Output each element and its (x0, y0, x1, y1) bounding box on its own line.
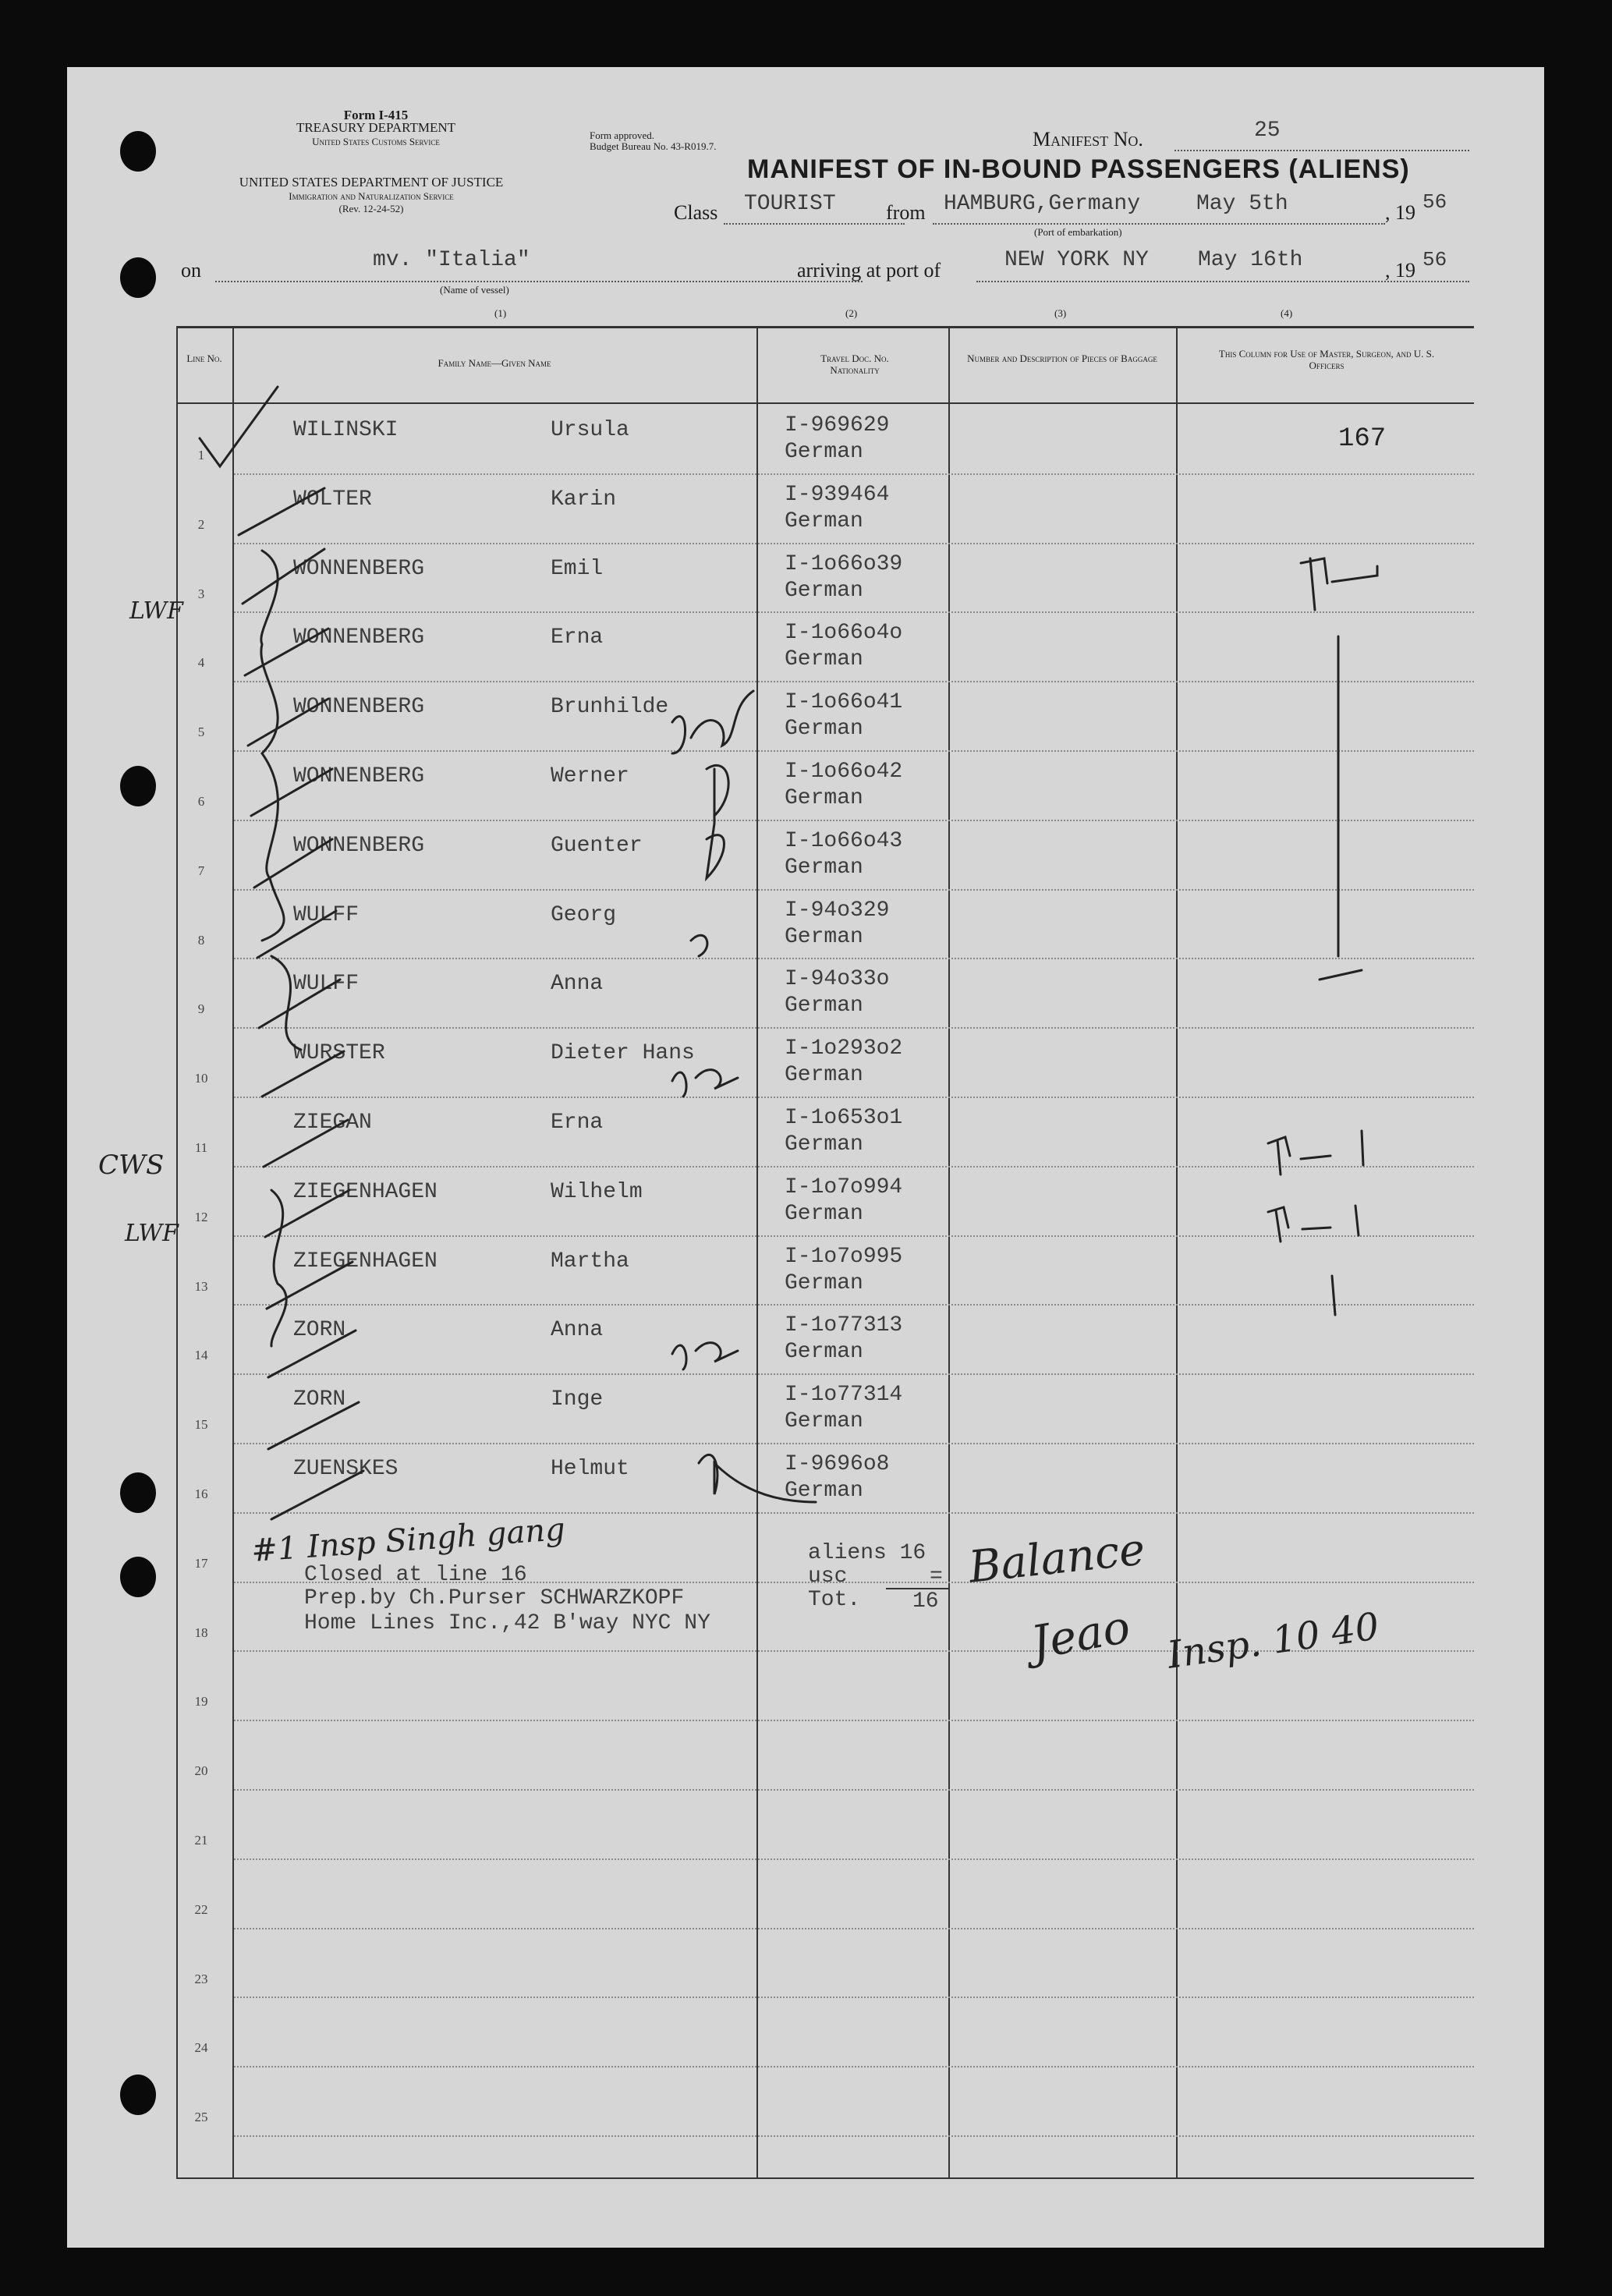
travel-doc-number: I-1o293o2 (785, 1036, 903, 1061)
justice-dept: UNITED STATES DEPARTMENT OF JUSTICE (239, 175, 504, 190)
nationality: German (785, 1270, 863, 1295)
table-header-border (176, 402, 1474, 404)
usc-label: usc (808, 1564, 848, 1589)
from-label: from (886, 201, 926, 224)
travel-doc-number: I-1o7o994 (785, 1175, 903, 1199)
row-separator (234, 1097, 1474, 1098)
form-approved: Form approved. (590, 129, 655, 141)
given-name: Werner (551, 764, 629, 788)
col-num-3: (3) (1054, 307, 1067, 319)
line-col-border (232, 326, 234, 2177)
travel-doc-number: I-1o66o39 (785, 551, 903, 576)
family-name: ZIEGAN (293, 1111, 372, 1135)
company: Home Lines Inc.,42 B'way NYC NY (304, 1611, 710, 1635)
row-separator (234, 1027, 1474, 1029)
handwritten-balance: Balance (966, 1524, 1148, 1593)
given-name: Erna (551, 625, 604, 650)
travel-doc-number: I-1o66o4o (785, 621, 903, 646)
nationality: German (785, 924, 863, 949)
header-name: Family Name—Given Name (438, 357, 551, 369)
row-separator (234, 1235, 1474, 1237)
line-number: 15 (194, 1417, 208, 1433)
given-name: Dieter Hans (551, 1041, 695, 1066)
line-number: 3 (197, 586, 205, 601)
binder-hole (120, 2075, 156, 2115)
handwritten-checkmarks (67, 67, 1544, 2248)
line-number: 24 (194, 2040, 208, 2056)
revision: (Rev. 12-24-52) (338, 203, 404, 214)
ins-service: Immigration and Naturalization Service (289, 190, 454, 202)
binder-hole (120, 766, 156, 806)
row-separator (234, 1997, 1474, 1998)
family-name: ZIEGENHAGEN (293, 1249, 438, 1274)
line-number: 7 (197, 863, 205, 878)
handwritten-inspector: Insp. 10 40 (1164, 1604, 1382, 1678)
officer-note: 167 (1338, 424, 1387, 454)
row-separator (234, 473, 1474, 475)
margin-note-lwf: LWF (125, 1220, 179, 1247)
line-number: 4 (197, 655, 205, 671)
form-number: Form I-415 (343, 108, 409, 122)
nationality: German (785, 1340, 863, 1365)
manifest-number: 25 (1254, 119, 1281, 143)
row-separator (234, 543, 1474, 544)
line-number: 17 (194, 1555, 208, 1571)
header-doc: Travel Doc. No. Nationality (820, 353, 889, 376)
given-name: Emil (551, 556, 604, 581)
customs-service: United States Customs Service (312, 136, 440, 147)
nationality: German (785, 1409, 863, 1434)
given-name: Wilhelm (551, 1179, 643, 1204)
nationality: German (785, 1201, 863, 1226)
travel-doc-number: I-1o77313 (785, 1313, 903, 1338)
year-prefix-1: , 19 (1385, 201, 1415, 224)
line-number: 6 (197, 794, 205, 809)
class-label: Class (674, 201, 718, 224)
year-prefix-2: , 19 (1385, 259, 1415, 282)
departure-year: 56 (1422, 190, 1447, 214)
travel-doc-number: I-9696o8 (785, 1452, 890, 1476)
col-num-2: (2) (845, 307, 858, 319)
on-label: on (181, 259, 201, 282)
family-name: WOLTER (293, 487, 372, 512)
given-name: Anna (551, 972, 604, 997)
line-number: 22 (194, 1901, 208, 1917)
line-number: 19 (194, 1694, 208, 1710)
binder-hole (120, 131, 156, 172)
family-name: WULFF (293, 902, 360, 927)
line-number: 23 (194, 1971, 208, 1986)
line-number: 10 (194, 1071, 208, 1086)
family-name: WONNENBERG (293, 625, 425, 650)
header-officers: This Column for Use of Master, Surgeon, and U. S. Officers (1218, 348, 1435, 371)
nationality: German (785, 440, 863, 464)
row-separator (234, 1720, 1474, 1721)
total-value: 16 (912, 1589, 939, 1614)
family-name: WONNENBERG (293, 833, 425, 858)
departure-date: May 5th (1196, 192, 1288, 216)
binder-hole (120, 257, 156, 298)
col-num-4: (4) (1281, 307, 1293, 319)
line-number: 18 (194, 1625, 208, 1640)
closed-at-line: Closed at line 16 (304, 1563, 527, 1587)
given-name: Martha (551, 1249, 629, 1274)
row-separator (234, 1166, 1474, 1167)
travel-doc-number: I-1o66o42 (785, 760, 903, 784)
travel-doc-number: I-94o33o (785, 967, 890, 992)
line-number: 2 (197, 516, 205, 532)
manifest-no-label: Manifest No. (1033, 128, 1143, 151)
nationality: German (785, 508, 863, 533)
travel-doc-number: I-94o329 (785, 898, 890, 923)
travel-doc-number: I-939464 (785, 482, 890, 507)
aliens-count: aliens 16 (808, 1541, 926, 1565)
given-name: Georg (551, 902, 617, 927)
family-name: ZIEGENHAGEN (293, 1179, 438, 1204)
margin-note-lwf: LWF (129, 597, 183, 625)
usc-value: = (930, 1564, 943, 1589)
budget-bureau: Budget Bureau No. 43-R019.7. (590, 140, 717, 152)
arriving-label: arriving at port of (797, 259, 941, 282)
vessel-line (215, 281, 863, 282)
line-number: 11 (194, 1140, 208, 1155)
row-separator (234, 2066, 1474, 2067)
arrival-port: NEW YORK NY (1004, 248, 1149, 272)
travel-doc-number: I-1o66o43 (785, 828, 903, 853)
family-name: ZORN (293, 1318, 346, 1343)
family-name: WONNENBERG (293, 556, 425, 581)
from-line (933, 223, 1385, 225)
row-separator (234, 611, 1474, 613)
given-name: Ursula (551, 418, 629, 442)
baggage-col-border (1176, 326, 1178, 2177)
travel-doc-number: I-1o653o1 (785, 1106, 903, 1130)
given-name: Inge (551, 1387, 604, 1412)
vessel-caption: (Name of vessel) (440, 284, 509, 296)
treasury-dept: TREASURY DEPARTMENT (296, 120, 456, 135)
line-number: 25 (194, 2110, 208, 2125)
line-number: 14 (194, 1348, 208, 1363)
doc-col-border (948, 326, 950, 2177)
header-baggage: Number and Description of Pieces of Baggage (967, 353, 1157, 364)
travel-doc-number: I-1o66o41 (785, 690, 903, 715)
handwritten-signature: Jeao (1027, 1600, 1135, 1670)
given-name: Anna (551, 1318, 604, 1343)
name-col-border (756, 326, 758, 2177)
nationality: German (785, 855, 863, 880)
family-name: WURSTER (293, 1041, 385, 1066)
family-name: WILINSKI (293, 418, 399, 442)
row-separator (234, 1858, 1474, 1860)
nationality: German (785, 786, 863, 810)
prepared-by: Prep.by Ch.Purser SCHWARZKOPF (304, 1586, 685, 1610)
manifest-title: MANIFEST OF IN-BOUND PASSENGERS (ALIENS) (747, 154, 1410, 184)
header-line-no: Line No. (186, 353, 222, 364)
family-name: ZUENSKES (293, 1457, 399, 1481)
class-line (724, 223, 905, 225)
vessel-name: mv. "Italia" (373, 248, 530, 272)
nationality: German (785, 647, 863, 672)
row-separator (234, 889, 1474, 891)
table-top-border (176, 326, 1474, 328)
line-number: 9 (197, 1001, 205, 1017)
nationality: German (785, 994, 863, 1019)
class-value: TOURIST (744, 192, 836, 216)
row-separator (234, 681, 1474, 682)
family-name: ZORN (293, 1387, 346, 1412)
arrival-year: 56 (1422, 248, 1447, 271)
given-name: Brunhilde (551, 695, 669, 720)
row-separator (234, 1443, 1474, 1444)
given-name: Guenter (551, 833, 643, 858)
row-separator (234, 750, 1474, 752)
row-separator (234, 1789, 1474, 1791)
line-number: 13 (194, 1278, 208, 1294)
table-bottom-border (176, 2177, 1474, 2179)
margin-note-cws: CWS (98, 1150, 165, 1181)
line-number: 1 (197, 448, 205, 462)
family-name: WULFF (293, 972, 360, 997)
arrival-date: May 16th (1198, 248, 1303, 272)
manifest-no-line (1174, 150, 1469, 151)
total-label: Tot. (808, 1588, 861, 1612)
nationality: German (785, 1479, 863, 1503)
family-name: WONNENBERG (293, 695, 425, 720)
given-name: Erna (551, 1111, 604, 1135)
row-separator (234, 1304, 1474, 1306)
port-caption: (Port of embarkation) (1034, 226, 1122, 238)
row-separator (234, 1512, 1474, 1514)
from-port: HAMBURG,Germany (944, 192, 1141, 216)
line-number: 21 (194, 1833, 208, 1848)
line-number: 8 (197, 932, 205, 948)
nationality: German (785, 578, 863, 603)
col-num-1: (1) (494, 307, 507, 319)
line-number: 12 (194, 1209, 208, 1224)
line-number: 20 (194, 1763, 208, 1779)
nationality: German (785, 1132, 863, 1157)
binder-hole (120, 1557, 156, 1597)
row-separator (234, 1928, 1474, 1929)
row-separator (234, 820, 1474, 821)
row-separator (234, 1373, 1474, 1375)
travel-doc-number: I-969629 (785, 413, 890, 438)
handwritten-inspector-note: #1 Insp Singh gang (250, 1511, 567, 1569)
row-separator (234, 958, 1474, 959)
binder-hole (120, 1472, 156, 1513)
family-name: WONNENBERG (293, 764, 425, 788)
nationality: German (785, 1063, 863, 1088)
manifest-page (67, 67, 1544, 2248)
given-name: Karin (551, 487, 617, 512)
line-number: 16 (194, 1486, 208, 1501)
travel-doc-number: I-1o77314 (785, 1383, 903, 1408)
travel-doc-number: I-1o7o995 (785, 1244, 903, 1269)
given-name: Helmut (551, 1457, 629, 1481)
row-separator (234, 2135, 1474, 2137)
nationality: German (785, 717, 863, 742)
line-number: 5 (197, 725, 205, 740)
